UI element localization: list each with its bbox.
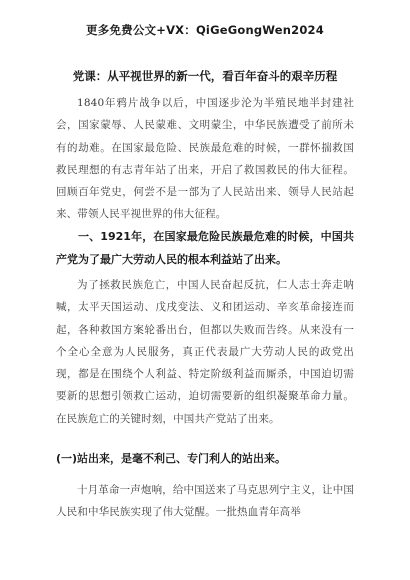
body-section-3 xyxy=(56,479,354,524)
section-heading-1: 一、1921年，在国家最危险民族最危难的时候，中国共产党为了最广大劳动人民的根本利益站了出来。 xyxy=(56,230,354,266)
paragraph-history: 为了拯救民族危亡，中国人民奋起反抗，仁人志士奔走呐喊，太平天国运动、戊戌变法、义和团运动、辛亥革命接连而起，各种救国方案轮番出台，但都以失败而告终。从来没有一个全心全意为人民服务，真正代表最广大劳动人民的政党出现，都是在围绕个人利益、特定阶级利益而厮杀，中国迫切需要新的思想引领救亡运动，迫切需要新的组织凝聚革命力量。在民族危亡的关键时刻，中国共产党站了出来。 xyxy=(56,279,354,425)
body-section-2 xyxy=(56,274,354,430)
body-section-1 xyxy=(56,92,354,226)
paragraph-october-revolution: 十月革命一声炮响，给中国送来了马克思列宁主义，让中国人民和中华民族实现了伟大觉醒。一批热血青年高举 xyxy=(56,484,354,519)
paragraph-intro: 1840年鸦片战争以后，中国逐步沦为半殖民地半封建社会，国家蒙辱、人民蒙难、文明蒙尘，中华民族遭受了前所未有的劫难。在国家最危险、民族最危难的时候，一群怀揣救国救民理想的有志青年站了出来，开启了救国救民的伟大征程。回顾百年党史，何尝不是一部为了人民站出来、领导人民站起来、带领人民平视世界的伟大征程。 xyxy=(56,97,354,221)
page-header: 更多免费公文+VX：QiGeGongWen2024 xyxy=(86,23,324,37)
section-heading-2: (一)站出来，是毫不利己、专门利人的站出来。 xyxy=(56,452,287,465)
document-title: 党课：从平视世界的新一代，看百年奋斗的艰辛历程 xyxy=(72,69,338,83)
